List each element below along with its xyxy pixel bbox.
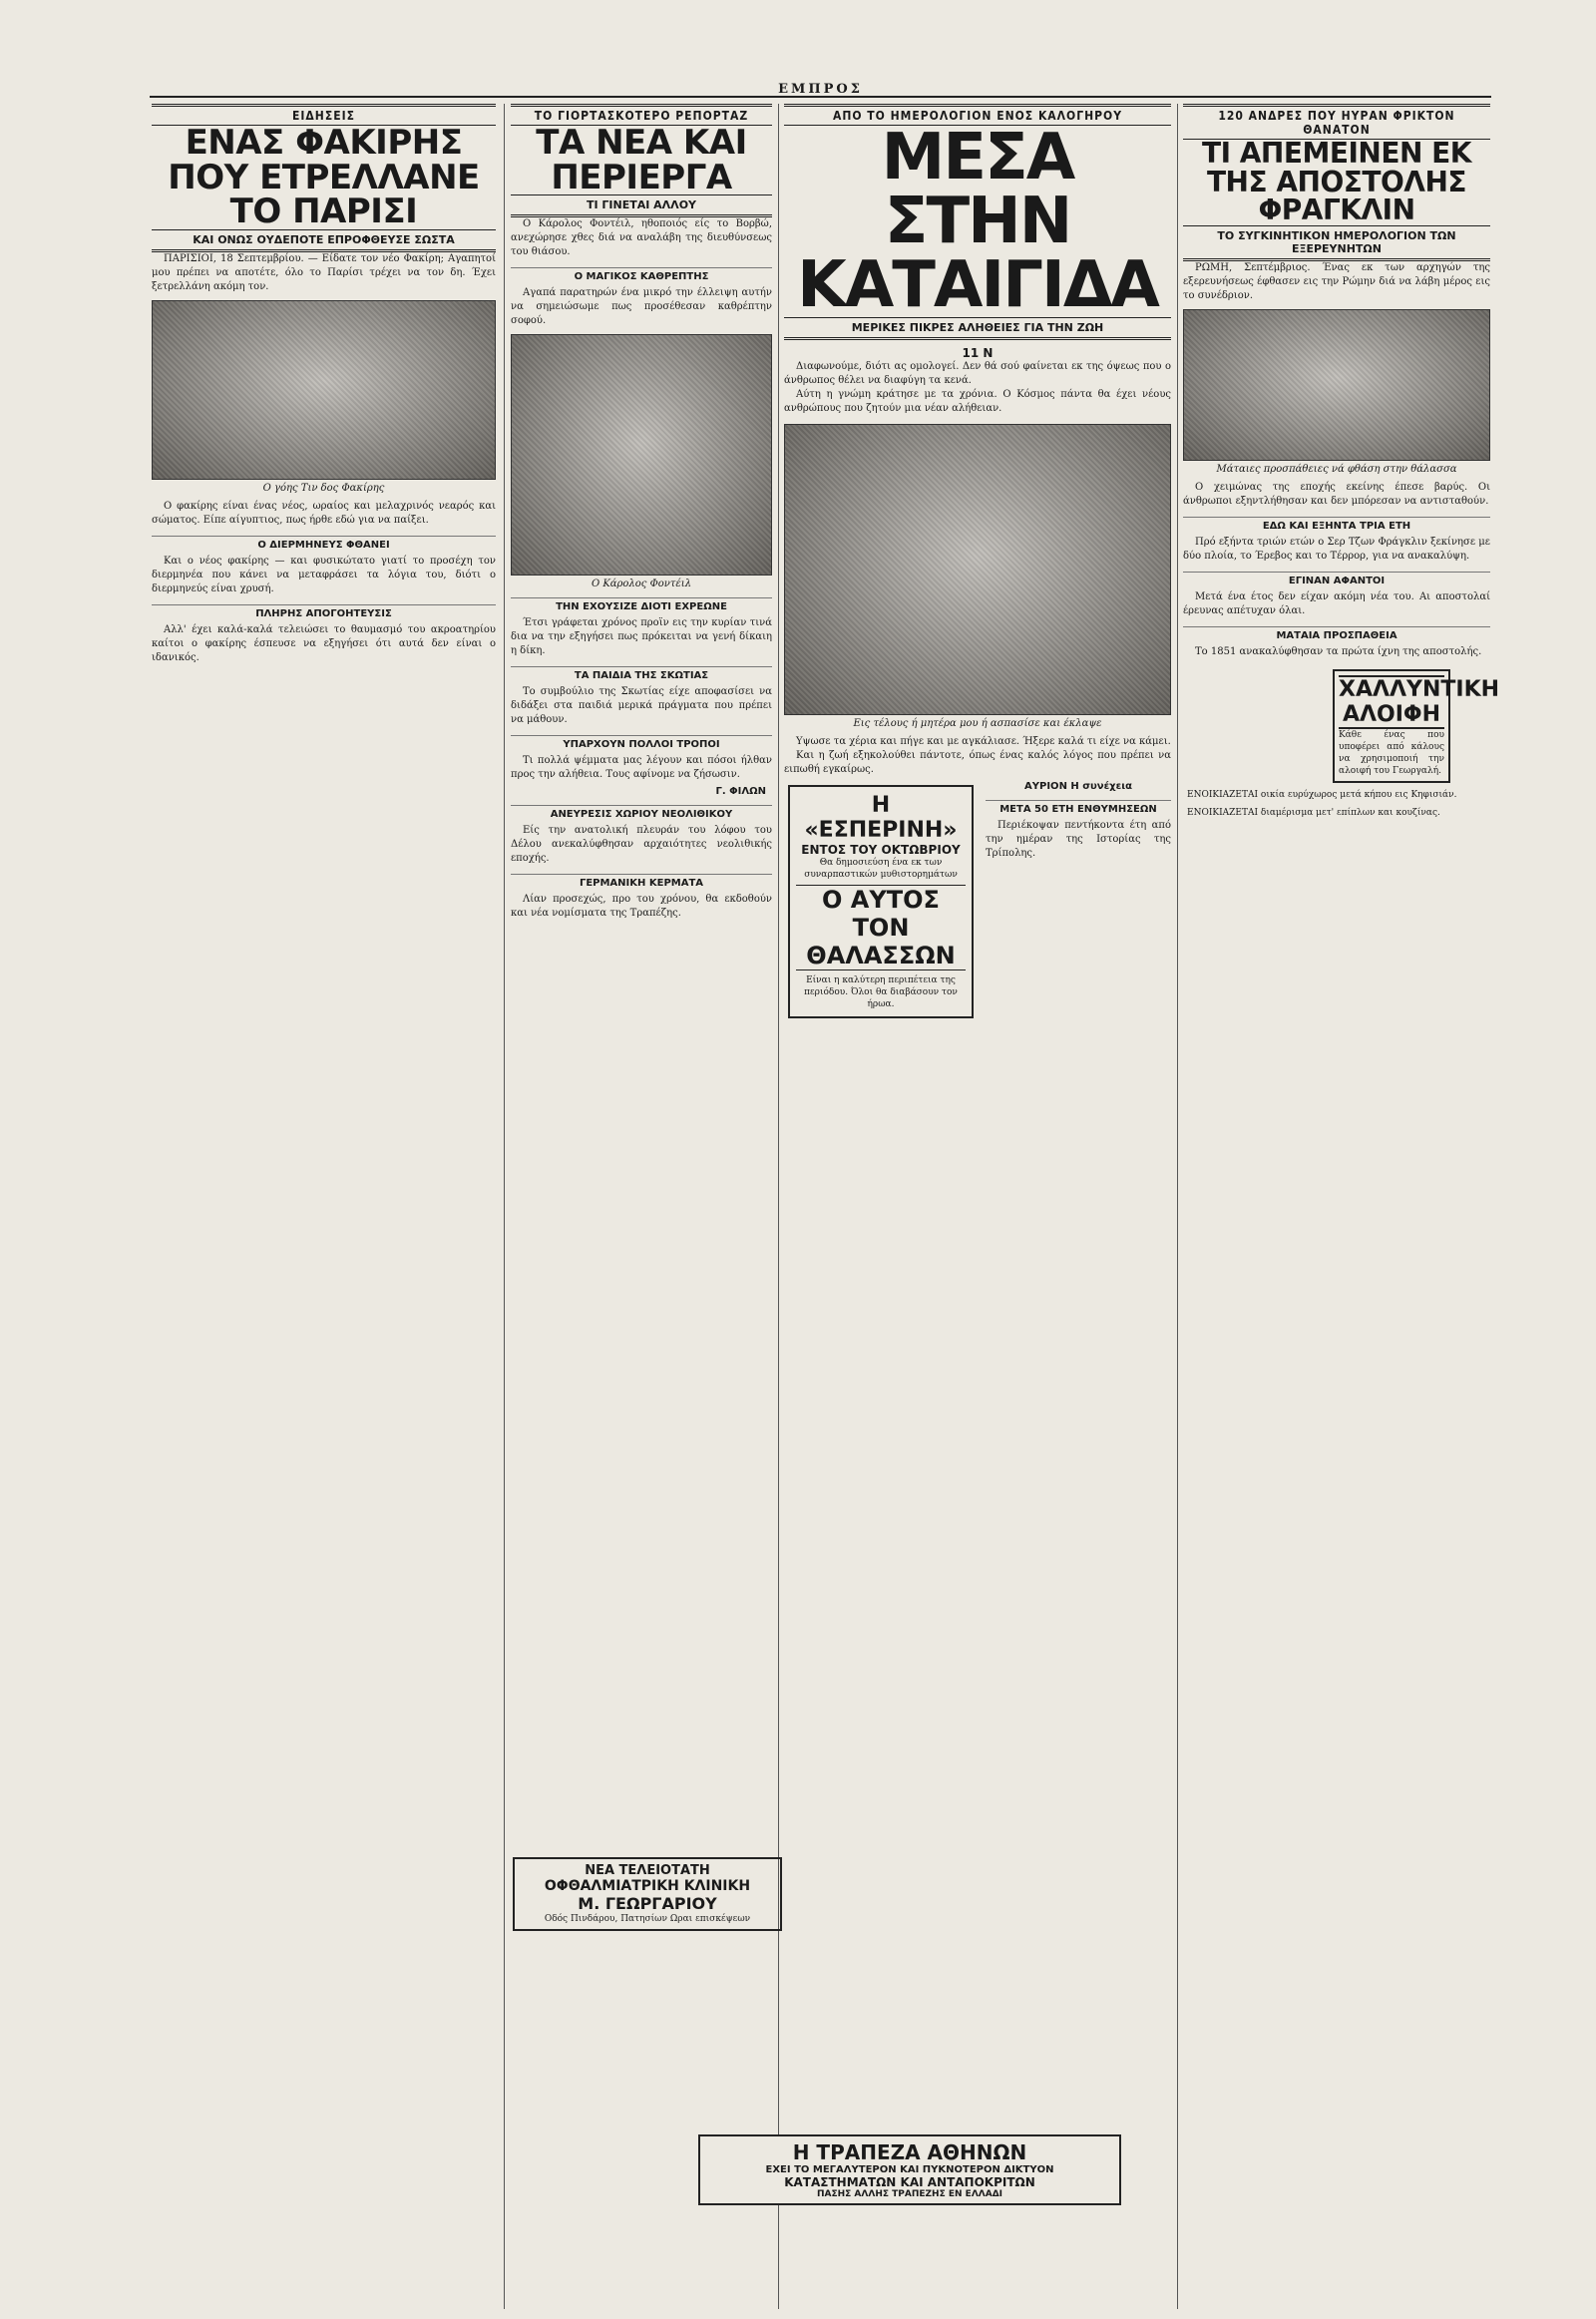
continuation-note: ΑΥΡΙΟΝ Η συνέχεια xyxy=(1024,781,1132,792)
article-body: Αγαπά παρατηρών ένα μικρό την έλλειψη αυτήν να σημειώσωμε πως προσέθεσαν καθρέπτην σοφού. xyxy=(511,287,772,327)
ad-text: Είναι η καλύτερη περιπέτεια της περιόδου. Όλοι θα διαβάσουν τον ήρωα. xyxy=(804,975,958,1009)
article-lead: ΡΩΜΗ, Σεπτέμβριος. Ένας εκ των αρχηγών της εξερευνήσεως έφθασεν εις την Ρώμην διά να λάβη μέρος εις το συνέδριον. xyxy=(1183,261,1490,301)
ad-line: ΝΕΑ ΤΕΛΕΙΟΤΑΤΗ xyxy=(585,1863,710,1878)
article-body: Ο Κάρολος Φοντέιλ, ηθοποιός είς το Βορβώ, ανεχώρησε χθες διά να αναλάβη της διευθύνσεως του θιάσου. xyxy=(511,218,772,258)
article-body: Και η ζωή εξηκολούθει πάντοτε, όπως ένας καλός λόγος που πρέπει να ειπωθή εγκαίρως. xyxy=(784,750,1171,775)
article-body: Αύτη η γνώμη κράτησε με τα χρόνια. Ο Κόσμος πάντα θα έχει νέους ανθρώπους που ζητούν μια νέαν αλήθειαν. xyxy=(784,389,1171,414)
article-body: Έτσι γράφεται χρόνος προϊν εις την κυρίαν τινά δια να την εξηγήσει πως πρόκειται να γενή δίκαιη η δίκη. xyxy=(511,617,772,657)
ad-paper-name: Η «ΕΣΠΕΡΙΝΗ» xyxy=(804,793,958,843)
article-headline: ΕΝΑΣ ΦΑΚΙΡΗΣ ΠΟΥ ΕΤΡΕΛΛΑΝΕ ΤΟ ΠΑΡΙΣΙ xyxy=(168,123,480,232)
ad-line: Μ. ΓΕΩΡΓΑΡΙΟΥ xyxy=(578,1894,717,1913)
article-subhead: ΤΑ ΠΑΙΔΙΑ ΤΗΣ ΣΚΩΤΙΑΣ xyxy=(511,666,772,681)
article-dek: ΤΟ ΣΥΓΚΙΝΗΤΙΚΟΝ ΗΜΕΡΟΛΟΓΙΟΝ ΤΩΝ ΕΞΕΡΕΥΝΗΤΩΝ xyxy=(1183,225,1490,261)
article-body: Μετά ένα έτος δεν είχαν ακόμη νέα του. Αι αποστολαί έρευνας απέτυχαν όλαι. xyxy=(1183,590,1490,616)
article-subhead: ΜΕΤΑ 50 ΕΤΗ ΕΝΘΥΜΗΣΕΩΝ xyxy=(986,800,1171,815)
photo-caption: Ο Κάρολος Φοντέιλ xyxy=(591,579,692,590)
portrait-photo xyxy=(511,334,772,576)
article-subhead: ΠΛΗΡΗΣ ΑΠΟΓΟΗΤΕΥΣΙΣ xyxy=(152,604,496,619)
ad-text: Κάθε ένας που υποφέρει από κάλους να χρησιμοποιή την αλοιφή του Γεωργαλή. xyxy=(1339,729,1444,776)
classified-ad: ΕΝΟΙΚΙΑΖΕΤΑΙ οικία ευρύχωρος μετά κήπου εις Κηφισιάν. xyxy=(1187,789,1457,800)
article-body: Περιέκοψαν πεντήκοντα έτη από την ημέραν της Ιστορίας της Τρίπολης. xyxy=(986,820,1171,859)
article-body: Λίαν προσεχώς, προ του χρόνου, θα εκδοθούν και νέα νομίσματα της Τραπέζης. xyxy=(511,894,772,920)
article-body: Πρό εξήντα τριών ετών ο Σερ Τζων Φράγκλιν ξεκίνησε με δύο πλοία, το Έρεβος και το Τέρρορ, για να ανακαλύψη. xyxy=(1183,536,1490,562)
article-body: Τι πολλά ψέμματα μας λέγουν και πόσοι ήλθαν προς την αλήθεια. Τους αφίνομε να ζήσωσιν. xyxy=(511,755,772,781)
photo-caption: Μάταιες προσπάθειες νά φθάση στην θάλασσα xyxy=(1216,463,1457,475)
article-lead: ΠΑΡΙΣΙΟΙ, 18 Σεπτεμβρίου. — Είδατε τον νέο Φακίρη; Αγαπητοί μου πρέπει να αποτέτε, όλο το Παρίσι τρέχει να τον δη. Έχει ξετρελλάνη ακόμη τον. xyxy=(152,253,496,293)
arctic-photo xyxy=(1183,309,1490,461)
bank-name: Η ΤΡΑΠΕΖΑ ΑΘΗΝΩΝ xyxy=(792,2140,1027,2164)
article-dek: ΚΑΙ ΟΝΩΣ ΟΥΔΕΠΟΤΕ ΕΠΡΟΦΘΕΥΣΕ ΣΩΣΤΑ xyxy=(152,229,496,252)
article-kicker: 120 ΑΝΔΡΕΣ ΠΟΥ ΗΥΡΑΝ ΦΡΙΚΤΟΝ ΘΑΝΑΤΟΝ xyxy=(1183,104,1490,140)
esperini-ad xyxy=(788,785,974,1018)
article-body: Αλλ' έχει καλά-καλά τελειώσει το θαυμασμό του ακροατηρίου καίτοι ο φακίρης έσπευσε να εξηγήσει ότι αυτά δεν είναι ο ιδανικός. xyxy=(152,624,496,664)
ointment-ad xyxy=(1333,669,1500,783)
article-storm xyxy=(784,104,1171,2319)
article-subhead: ΜΑΤΑΙΑ ΠΡΟΣΠΑΘΕΙΑ xyxy=(1183,626,1490,641)
article-body: Διαφωνούμε, διότι ας ομολογεί. Δεν θά σού φαίνεται εκ της όψεως που ο άνθρωπος θέλει να διαφύγη τα κενά. xyxy=(784,361,1171,386)
article-headline: ΜΕΣΑ ΣΤΗΝ ΚΑΤΑΙΓΙΔΑ xyxy=(797,121,1158,322)
article-dek: ΤΙ ΓΙΝΕΤΑΙ ΑΛΛΟΥ xyxy=(511,194,772,217)
classified-ad: ΕΝΟΙΚΙΑΖΕΤΑΙ διαμέρισμα μετ' επίπλων και κουζίνας. xyxy=(1187,807,1440,818)
article-headline: ΤΑ ΝΕΑ ΚΑΙ ΠΕΡΙΕΡΓΑ xyxy=(536,123,747,197)
article-body: Υψωσε τα χέρια και πήγε και με αγκάλιασε. Ήξερε καλά τι είχε να κάμει. xyxy=(796,736,1171,747)
article-body: Και ο νέος φακίρης — και φυσικώτατο γιατί το προσέχη τον διερμηνέα που κάνει να μεταφράσει τα λόγια του, διότι ο διερμηνεύς είναι χρυσή. xyxy=(152,556,496,595)
bank-line: ΠΑΣΗΣ ΑΛΛΗΣ ΤΡΑΠΕΖΗΣ ΕΝ ΕΛΛΑΔΙ xyxy=(816,2189,1003,2199)
article-subhead: Ο ΔΙΕΡΜΗΝΕΥΣ ΦΘΑΝΕΙ xyxy=(152,536,496,551)
date-line: 11 Ν xyxy=(962,346,994,360)
family-photo xyxy=(784,424,1171,715)
bank-ad xyxy=(698,2134,1121,2205)
masthead xyxy=(150,82,1491,98)
article-body: Το συμβούλιο της Σκωτίας είχε αποφασίσει να διδάξει στα παιδιά μερικά πράγματα που πρέπει να μάθουν. xyxy=(511,686,772,726)
article-kicker: ΕΙΔΗΣΕΙΣ xyxy=(152,104,496,126)
column-rule xyxy=(778,104,779,2309)
article-headline: ΤΙ ΑΠΕΜΕΙΝΕΝ ΕΚ ΤΗΣ ΑΠΟΣΤΟΛΗΣ ΦΡΑΓΚΛΙΝ xyxy=(1202,137,1471,227)
ad-line: ΕΝΤΟΣ ΤΟΥ ΟΚΤΩΒΡΙΟΥ xyxy=(801,843,961,857)
article-franklin xyxy=(1183,104,1500,2319)
article-dek: ΜΕΡΙΚΕΣ ΠΙΚΡΕΣ ΑΛΗΘΕΙΕΣ ΓΙΑ ΤΗΝ ΖΩΗ xyxy=(784,317,1171,340)
ad-line: ΟΦΘΑΛΜΙΑΤΡΙΚΗ ΚΛΙΝΙΚΗ xyxy=(544,1878,751,1894)
article-subhead: ΤΗΝ ΕΧΟΥΣΙΖΕ ΔΙΟΤΙ ΕΧΡΕΩΝΕ xyxy=(511,597,772,612)
ad-text: Θα δημοσιεύση ένα εκ των συναρπαστικών μυθιστορημάτων xyxy=(804,858,958,880)
article-subhead: ΕΓΙΝΑΝ ΑΦΑΝΤΟΙ xyxy=(1183,572,1490,586)
article-subhead: ΑΝΕΥΡΕΣΙΣ ΧΩΡΙΟΥ ΝΕΟΛΙΘΙΚΟΥ xyxy=(511,805,772,820)
ad-title: Ο ΑΥΤΟΣ ΤΟΝ ΘΑΛΑΣΣΩΝ xyxy=(796,885,966,970)
column-rule xyxy=(1177,104,1178,2309)
photo-caption: Εις τέλους ή μητέρα μου ή ασπασίσε και έκλαψε xyxy=(853,718,1102,729)
article-subhead: ΓΕΡΜΑΝΙΚΗ ΚΕΡΜΑΤΑ xyxy=(511,874,772,889)
article-kicker: ΤΟ ΓΙΟΡΤΑΣΚΟΤΕΡΟ ΡΕΠΟΡΤΑΖ xyxy=(511,104,772,126)
byline: Γ. ΦΙΛΩΝ xyxy=(715,786,766,798)
bank-line: ΚΑΤΑΣΤΗΜΑΤΩΝ ΚΑΙ ΑΝΤΑΠΟΚΡΙΤΩΝ xyxy=(784,2175,1035,2189)
article-subhead: ΕΔΩ ΚΑΙ ΕΞΗΝΤΑ ΤΡΙΑ ΕΤΗ xyxy=(1183,517,1490,532)
article-body: Ο φακίρης είναι ένας νέος, ωραίος και μελαχρινός νεαρός και σώματος. Είπε αίγυπτιος, πως ήρθε εδώ για να παίξει. xyxy=(152,501,496,527)
article-body: Το 1851 ανακαλύφθησαν τα πρώτα ίχνη της αποστολής. xyxy=(1195,645,1482,657)
ad-text: Οδός Πινδάρου, Πατησίων Ωραι επισκέψεων xyxy=(544,1914,751,1924)
article-fakir xyxy=(152,104,496,2319)
ad-headline: ΧΑΛΛΥΝΤΙΚΗ ΑΛΟΙΦΗ xyxy=(1339,676,1500,727)
article-body: Ο χειμώνας της εποχής εκείνης έπεσε βαρύς. Οι άνθρωποι εξηντλήθησαν και δεν μπόρεσαν να αντισταθούν. xyxy=(1183,481,1490,507)
clinic-ad xyxy=(513,1857,782,1931)
article-subhead: Ο ΜΑΓΙΚΟΣ ΚΑΘΡΕΠΤΗΣ xyxy=(511,267,772,282)
article-subhead: ΥΠΑΡΧΟΥΝ ΠΟΛΛΟΙ ΤΡΟΠΟΙ xyxy=(511,735,772,750)
photo-caption: Ο γόης Τιν δος Φακίρης xyxy=(262,483,385,495)
paper-name: ΕΜΠΡΟΣ xyxy=(778,82,863,97)
article-news xyxy=(511,104,772,2319)
bank-line: ΕΧΕΙ ΤΟ ΜΕΓΑΛΥΤΕΡΟΝ ΚΑΙ ΠΥΚΝΟΤΕΡΟΝ ΔΙΚΤΥΟΝ xyxy=(765,2164,1054,2175)
article-kicker: ΑΠΟ ΤΟ ΗΜΕΡΟΛΟΓΙΟΝ ΕΝΟΣ ΚΑΛΟΓΗΡΟΥ xyxy=(784,104,1171,126)
article-body: Είς την ανατολική πλευράν του λόφου του Δέλου ανεκαλύφθησαν αρχαιότητες νεολιθικής εποχής. xyxy=(511,825,772,865)
column-rule xyxy=(504,104,505,2309)
fakir-photo xyxy=(152,300,496,480)
